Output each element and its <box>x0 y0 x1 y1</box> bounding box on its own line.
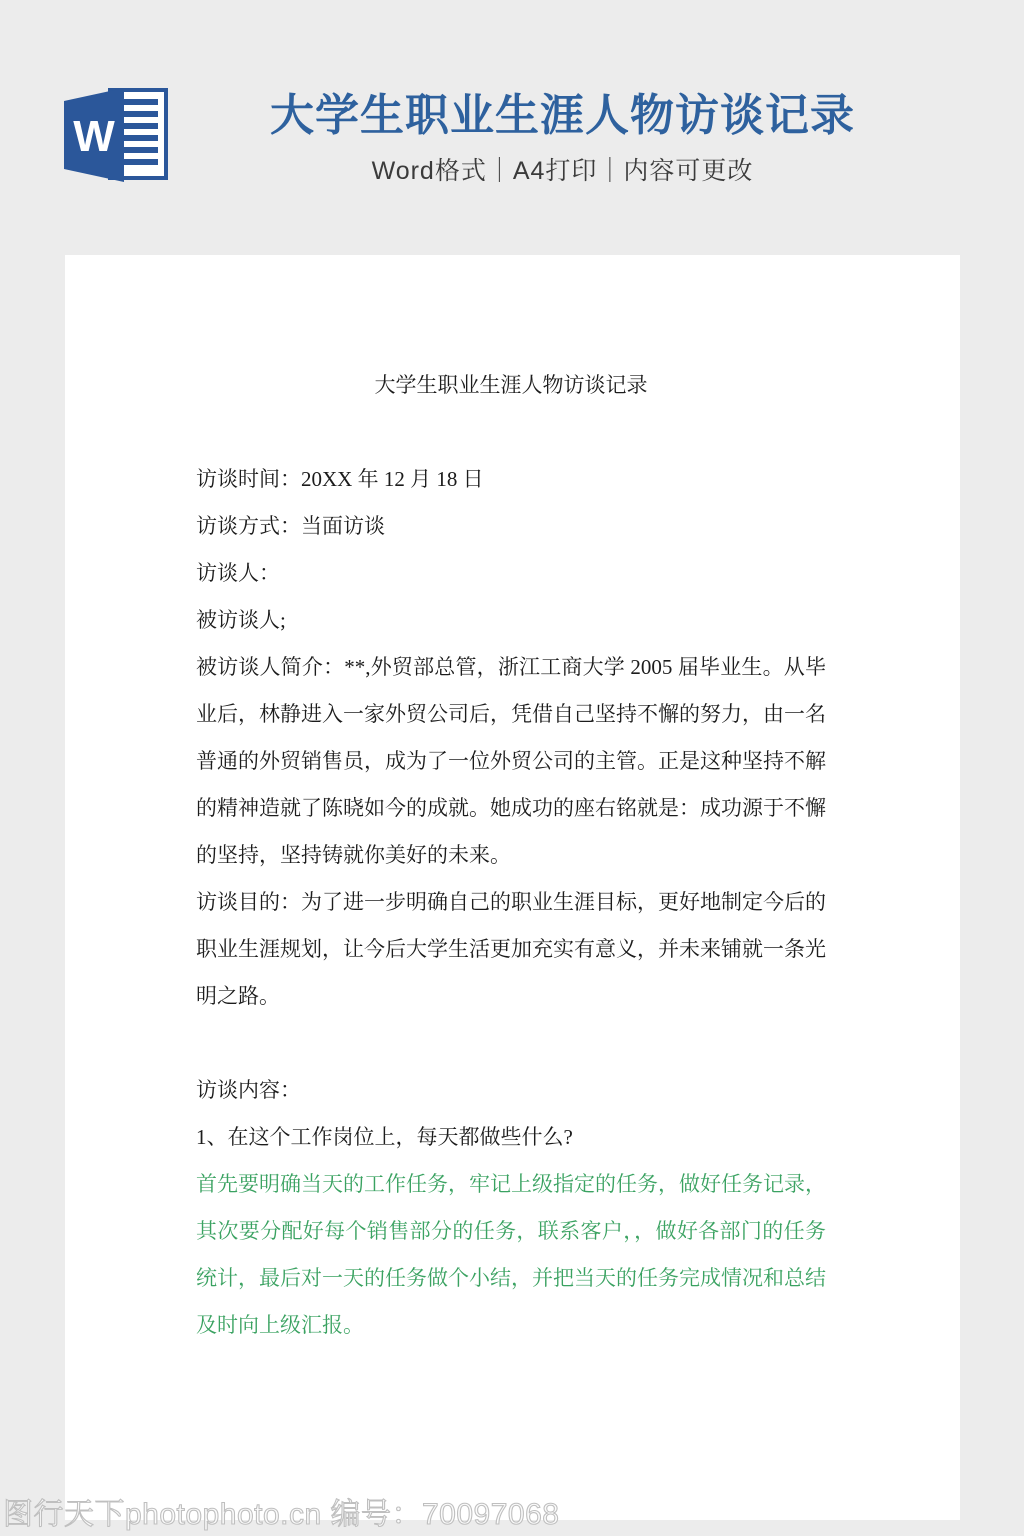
doc-block: 访谈目的：为了进一步明确自己的职业生涯目标，更好地制定今后的职业生涯规划，让今后大学生活更加充实有意义，并未来铺就一条光明之路。 <box>196 890 826 1008</box>
watermark-text: 图行天下photophoto.cn 编号：70097068 <box>3 1498 560 1531</box>
doc-block: 访谈内容： <box>196 1078 301 1102</box>
doc-spacer <box>196 409 826 456</box>
document-page <box>65 255 960 1520</box>
doc-block: 大学生职业生涯人物访谈记录 <box>374 373 648 397</box>
doc-block: 访谈方式：当面访谈 <box>196 514 385 538</box>
doc-block: 被访谈人; <box>196 608 286 632</box>
doc-block: 首先要明确当天的工作任务，牢记上级指定的任务，做好任务记录，其次要分配好每个销售部分的任务，联系客户，，做好各部门的任务统计，最后对一天的任务做个小结，并把当天的任务完成情况和总结及时向上级汇报。 <box>196 1172 826 1337</box>
template-title: 大学生职业生涯人物访谈记录 <box>270 91 855 140</box>
doc-block: 访谈时间：20XX 年 12 月 18 日 <box>196 467 484 491</box>
doc-block: 1、在这个工作岗位上，每天都做些什么? <box>196 1125 573 1149</box>
document-body <box>196 362 826 1349</box>
template-subtitle: Word格式｜A4打印｜内容可更改 <box>371 157 754 185</box>
template-header <box>175 88 950 187</box>
doc-block: 被访谈人简介：**,外贸部总管，浙江工商大学 2005 届毕业生。从毕业后，林静进入一家外贸公司后，凭借自己坚持不懈的努力，由一名普通的外贸销售员，成为了一位外贸公司的主管。正是这种坚持不解的精神造就了陈晓如今的成就。她成功的座右铭就是：成功源于不懈的坚持，坚持铸就你美好的未来。 <box>196 655 826 867</box>
word-icon-letter: W <box>73 112 115 161</box>
doc-spacer <box>196 1020 826 1067</box>
doc-block: 访谈人： <box>196 561 280 585</box>
word-icon <box>58 84 176 186</box>
